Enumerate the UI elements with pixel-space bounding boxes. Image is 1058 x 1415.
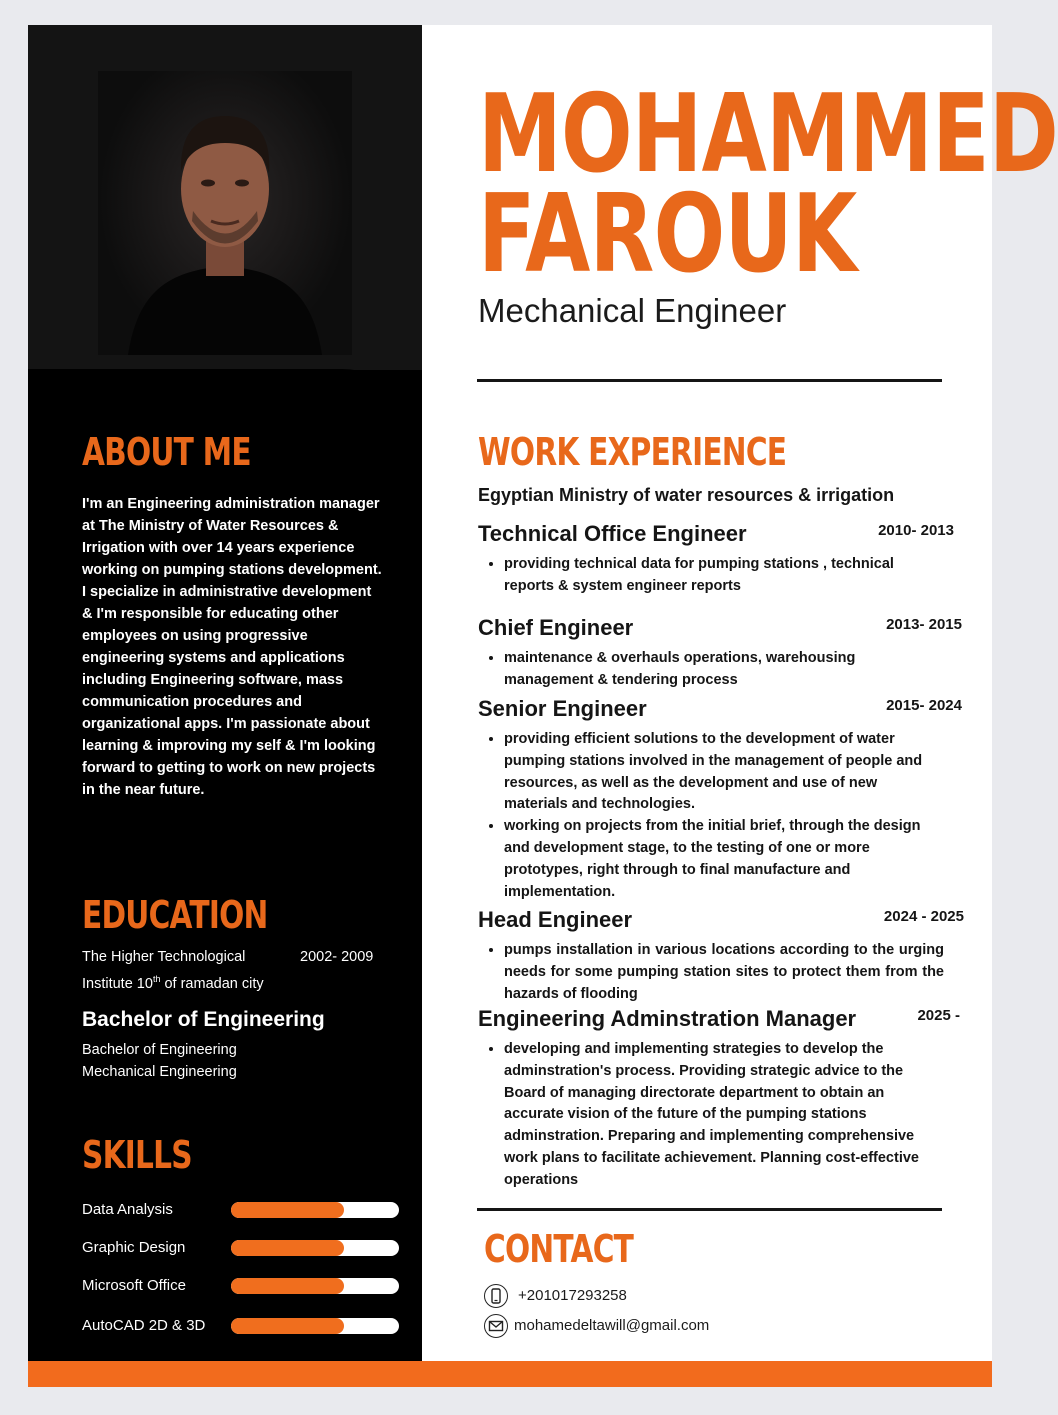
skill-label: Graphic Design [82,1239,186,1256]
phone-icon [484,1284,508,1308]
sidebar [28,25,422,1361]
about-heading: ABOUT ME [82,430,251,474]
job-entry [478,1005,958,1192]
education-line2: Mechanical Engineering [82,1064,237,1080]
job-bullets [478,554,944,598]
skill-bar-fill [231,1278,344,1294]
work-heading: WORK EXPERIENCE [478,430,787,474]
contact-email [484,1313,709,1339]
job-entry [478,906,964,1005]
skill-label: AutoCAD 2D & 3D [82,1317,206,1334]
contact-phone [484,1283,627,1309]
mail-icon [484,1314,508,1338]
job-years: 2025 - [917,1007,960,1024]
job-years: 2010- 2013 [878,522,954,539]
education-years: 2002- 2009 [300,949,374,965]
name-last: FAROUK [478,172,857,297]
education-details [82,1039,237,1083]
job-role: Technical Office Engineer [478,521,747,546]
school-line2-sup: th [152,974,161,984]
photo-area [28,25,422,370]
skill-bar-fill [231,1318,344,1334]
school-line2-pre: Institute 10 [82,975,153,992]
employer: Egyptian Ministry of water resources & irrigation [478,485,895,505]
resume-page [28,25,1058,1387]
skill-bar [231,1202,399,1218]
contact-heading: CONTACT [484,1227,634,1271]
school-line1: The Higher Technological [82,949,246,965]
about-text: I'm an Engineering administration manager at The Ministry of Water Resources & Irrigation with over 14 years experience working on pumping stations development. I specialize in administrative development & I'm responsible for educating other employees on using progressive engineering systems and applications including Engineering software, mass communication procedures and organizational apps. I'm passionate about learning & improving my self & I'm looking forward to getting to work on new projects in the near future. [82,496,382,798]
skill-item [82,1275,402,1297]
skill-label: Microsoft Office [82,1277,186,1294]
email-address[interactable]: mohamedeltawill@gmail.com [514,1317,710,1334]
education-line1: Bachelor of Engineering [82,1042,237,1058]
job-role: Head Engineer [478,907,633,932]
bottom-accent-bar [28,1361,992,1387]
divider [477,379,942,382]
skill-bar [231,1240,399,1256]
job-bullets [478,940,944,1005]
divider [477,1208,942,1211]
job-bullet: • maintenance & overhauls operations, warehousing management & tendering process [504,648,944,692]
phone-number[interactable]: +201017293258 [518,1287,627,1304]
skill-item [82,1315,402,1337]
job-years: 2015- 2024 [886,697,962,714]
job-entry [478,520,958,598]
skills-heading: SKILLS [82,1133,192,1177]
job-bullets [478,729,944,903]
school-line2-post: of ramadan city [160,975,264,992]
name-first: MOHAMMED [478,72,1058,197]
education-school [82,946,292,995]
job-bullets [478,648,944,692]
job-bullet: • pumps installation in various locations according to the urging needs for some pumping station sites to protect them from the hazards of flooding [504,940,944,1005]
job-entry [478,695,962,903]
skill-bar [231,1318,399,1334]
education-heading: EDUCATION [82,893,268,937]
job-bullet: • working on projects from the initial brief, through the design and development stage, to the testing of one or more prototypes, right through to final manufacture and implementation. [504,816,944,903]
job-bullet: • providing efficient solutions to the development of water pumping stations involved in the management of people and resources, as well as the development and use of new materials and technologies. [504,729,944,816]
job-role: Chief Engineer [478,615,634,640]
job-years: 2013- 2015 [886,616,962,633]
job-role: Senior Engineer [478,696,647,721]
skill-bar-fill [231,1240,344,1256]
profile-photo [98,71,352,355]
job-years: 2024 - 2025 [883,908,964,925]
skill-item [82,1237,402,1259]
skill-bar-fill [231,1202,344,1218]
job-bullet: • providing technical data for pumping stations , technical reports & system engineer reports [504,554,944,598]
education-degree: Bachelor of Engineering [82,1008,325,1031]
job-bullet: • developing and implementing strategies to develop the adminstration's process. Providing strategic advice to the Board of managing directorate department to obtain an accurate vision of the future of the pumping stations adminstration. Preparing and implementing comprehensive work plans to facilitate achievement. Planning cost-effective operations [504,1039,944,1192]
skill-bar [231,1278,399,1294]
skill-item [82,1199,402,1221]
job-title: Mechanical Engineer [478,292,787,329]
job-bullets [478,1039,944,1192]
skill-label: Data Analysis [82,1201,173,1218]
job-role: Engineering Adminstration Manager [478,1006,857,1031]
job-entry [478,614,962,692]
